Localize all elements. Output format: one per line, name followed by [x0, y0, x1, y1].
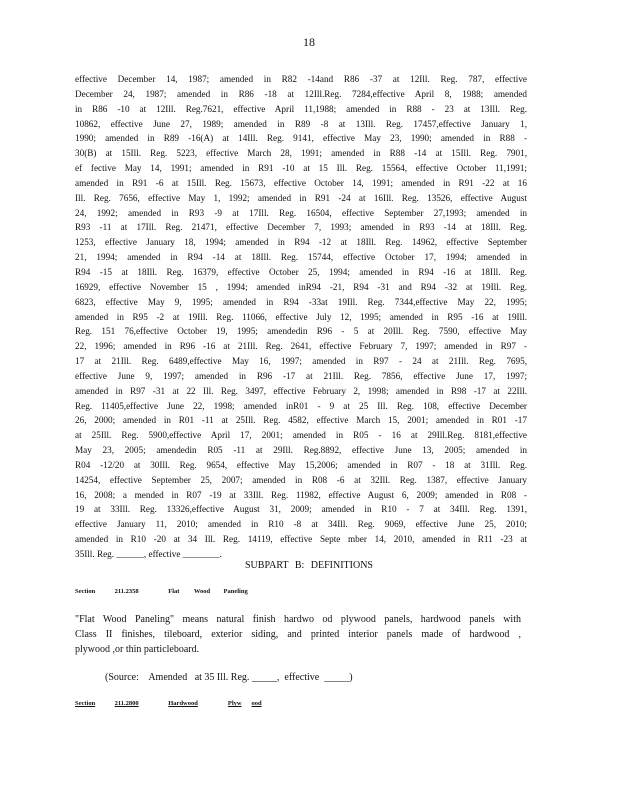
section-number: 211.2358: [114, 588, 139, 595]
history-line: effective December 14, 1987; amended in R82 -14and R86 -37 at 12Ill. Reg. 787, effective: [75, 74, 527, 84]
history-line: 16929, effective November 15 , 1994; amended inR94 -21, R94 -31 and R94 -32 at 19Ill. Reg.: [75, 281, 527, 292]
definition-paragraph: [75, 612, 521, 657]
section-title-word: Wood: [193, 588, 211, 595]
definition-line: "Flat Wood Paneling" means natural finish hardwo od plywood panels, hardwood panels with: [75, 614, 521, 625]
definition-line: plywood ,or thin particleboard.: [75, 644, 200, 655]
history-line: ef fective May 14, 1991; amended in R91 -10 at 15 Ill. Reg. 15564, effective October 11,1991;: [75, 163, 527, 174]
history-line: amended in R97 -31 at 22 Ill. Reg. 3497, effective February 2, 1998; amended in R98 -17 at 22Ill.: [75, 385, 527, 396]
history-line: May 23, 2005; amendedin R05 -11 at 29Ill. Reg.8892, effective June 13, 2005; amended in: [75, 445, 527, 456]
page-number: 18: [303, 35, 315, 49]
history-line: amended in R95 -2 at 19Ill. Reg. 11066, effective July 12, 1995; amended in R95 -16 at 19Ill.: [75, 311, 527, 322]
history-line: amended in R91 -6 at 15Ill. Reg. 15673, effective October 14, 1991; amended in R91 -22 at 16: [75, 177, 527, 188]
history-line: at 25Ill. Reg. 5900,effective April 17, 2001; amended in R05 - 16 at 29Ill.Reg. 8181,effective: [75, 430, 527, 441]
section-title-word: ood: [251, 700, 262, 707]
history-line: in R86 -10 at 12Ill. Reg.7621, effective April 11,1988; amended in R88 - 23 at 13Ill. Reg.: [75, 103, 527, 114]
section-title-word: Hardwood: [168, 700, 198, 707]
history-line: effective January 11, 2010; amended in R10 -8 at 34Ill. Reg. 9069, effective June 25, 2010;: [75, 519, 527, 530]
history-line: 14254, effective September 25, 2007; amended in R08 -6 at 32Ill. Reg. 1387, effective January: [75, 474, 527, 485]
section-title-word: Plyw: [227, 700, 242, 707]
section-title-word: Paneling: [223, 588, 248, 595]
history-line: R04 -12/20 at 30Ill. Reg. 9654, effective May 15,2006; amended in R07 - 18 at 31Ill. Reg.: [75, 459, 527, 470]
history-line: amended in R10 -20 at 34 Ill. Reg. 14119, effective Septe mber 14, 2010, amended in R11 -23 at: [75, 534, 527, 545]
history-line: Ill. Reg. 7656, effective May 1, 1992; amended in R91 -24 at 16Ill. Reg. 13526, effective August: [75, 192, 527, 203]
history-line: 6823, effective May 9, 1995; amended in R94 -33at 19Ill. Reg. 7344,effective May 22, 1995;: [75, 296, 527, 307]
source-note: (Source: Amended at 35 Ill. Reg. _____, effective _____): [105, 672, 353, 683]
history-line: 24, 1992; amended in R93 -9 at 17Ill. Reg. 16504, effective September 27,1993; amended in: [75, 207, 527, 218]
history-paragraph: [75, 72, 527, 562]
section-title-word: Flat: [168, 588, 180, 595]
history-line: 17 at 21Ill. Reg. 6489,effective May 16, 1997; amended in R97 - 24 at 21Ill. Reg. 7695,: [75, 356, 527, 367]
section-heading-flat-wood-paneling: [75, 588, 248, 595]
history-line: 16, 2008; a mended in R07 -19 at 33Ill. Reg. 11982, effective August 6, 2009; amended in R08 -: [75, 489, 527, 500]
history-line: 1253, effective January 18, 1994; amended in R94 -12 at 18Ill. Reg. 14962, effective September: [75, 237, 527, 248]
history-line: 19 at 33Ill. Reg. 13326,effective August 31, 2009; amended in R10 - 7 at 34Ill. Reg. 1391,: [75, 504, 527, 515]
history-line: Reg. 11405,effective June 22, 1998; amended inR01 - 9 at 25 Ill. Reg. 108, effective December: [75, 400, 527, 411]
subpart-heading: SUBPART B: DEFINITIONS: [245, 560, 373, 571]
section-number: 211.2800: [114, 700, 139, 707]
definition-line: Class II finishes, tileboard, exterior siding, and printed interior panels made of hardwood ,: [75, 629, 521, 640]
history-line: 22, 1996; amended in R96 -16 at 21Ill. Reg. 2641, effective February 7, 1997; amended in R97 -: [75, 341, 527, 352]
history-line: 30(B) at 15Ill. Reg. 5223, effective March 28, 1991; amended in R88 -14 at 15Ill. Reg. 7901,: [75, 148, 527, 159]
section-label: Section: [75, 700, 96, 707]
history-line: effective June 9, 1997; amended in R96 -17 at 21Ill. Reg. 7856, effective June 17, 1997;: [75, 370, 527, 381]
history-line: R93 -11 at 17Ill. Reg. 21471, effective December 7, 1993; amended in R93 -14 at 18Ill. Reg.: [75, 222, 527, 233]
history-line: 26, 2000; amended in R01 -11 at 25Ill. Reg. 4582, effective March 15, 2001; amended in R01 -17: [75, 415, 527, 426]
section-heading-hardwood-plywood: [75, 700, 282, 707]
history-line: 21, 1994; amended in R94 -14 at 18Ill. Reg. 15744, effective October 17, 1994; amended in: [75, 252, 527, 263]
history-line: 10862, effective June 27, 1989; amended in R89 -8 at 13Ill. Reg. 17457,effective January 1,: [75, 118, 527, 129]
history-line: December 24, 1987; amended in R86 -18 at 12Ill.Reg. 7284,effective April 8, 1988; amended: [75, 88, 527, 99]
history-line: Reg. 151 76,effective October 19, 1995; amendedin R96 - 5 at 20Ill. Reg. 7590, effective May: [75, 326, 527, 337]
section-label: Section: [75, 588, 96, 595]
history-line: 1990; amended in R89 -16(A) at 14Ill. Reg. 9141, effective May 23, 1990; amended in R88 -: [75, 133, 527, 144]
history-line: R94 -15 at 18Ill. Reg. 16379, effective October 25, 1994; amended in R94 -16 at 18Ill. Reg.: [75, 266, 527, 277]
history-line: 35Ill. Reg. ______, effective ________.: [75, 549, 222, 559]
